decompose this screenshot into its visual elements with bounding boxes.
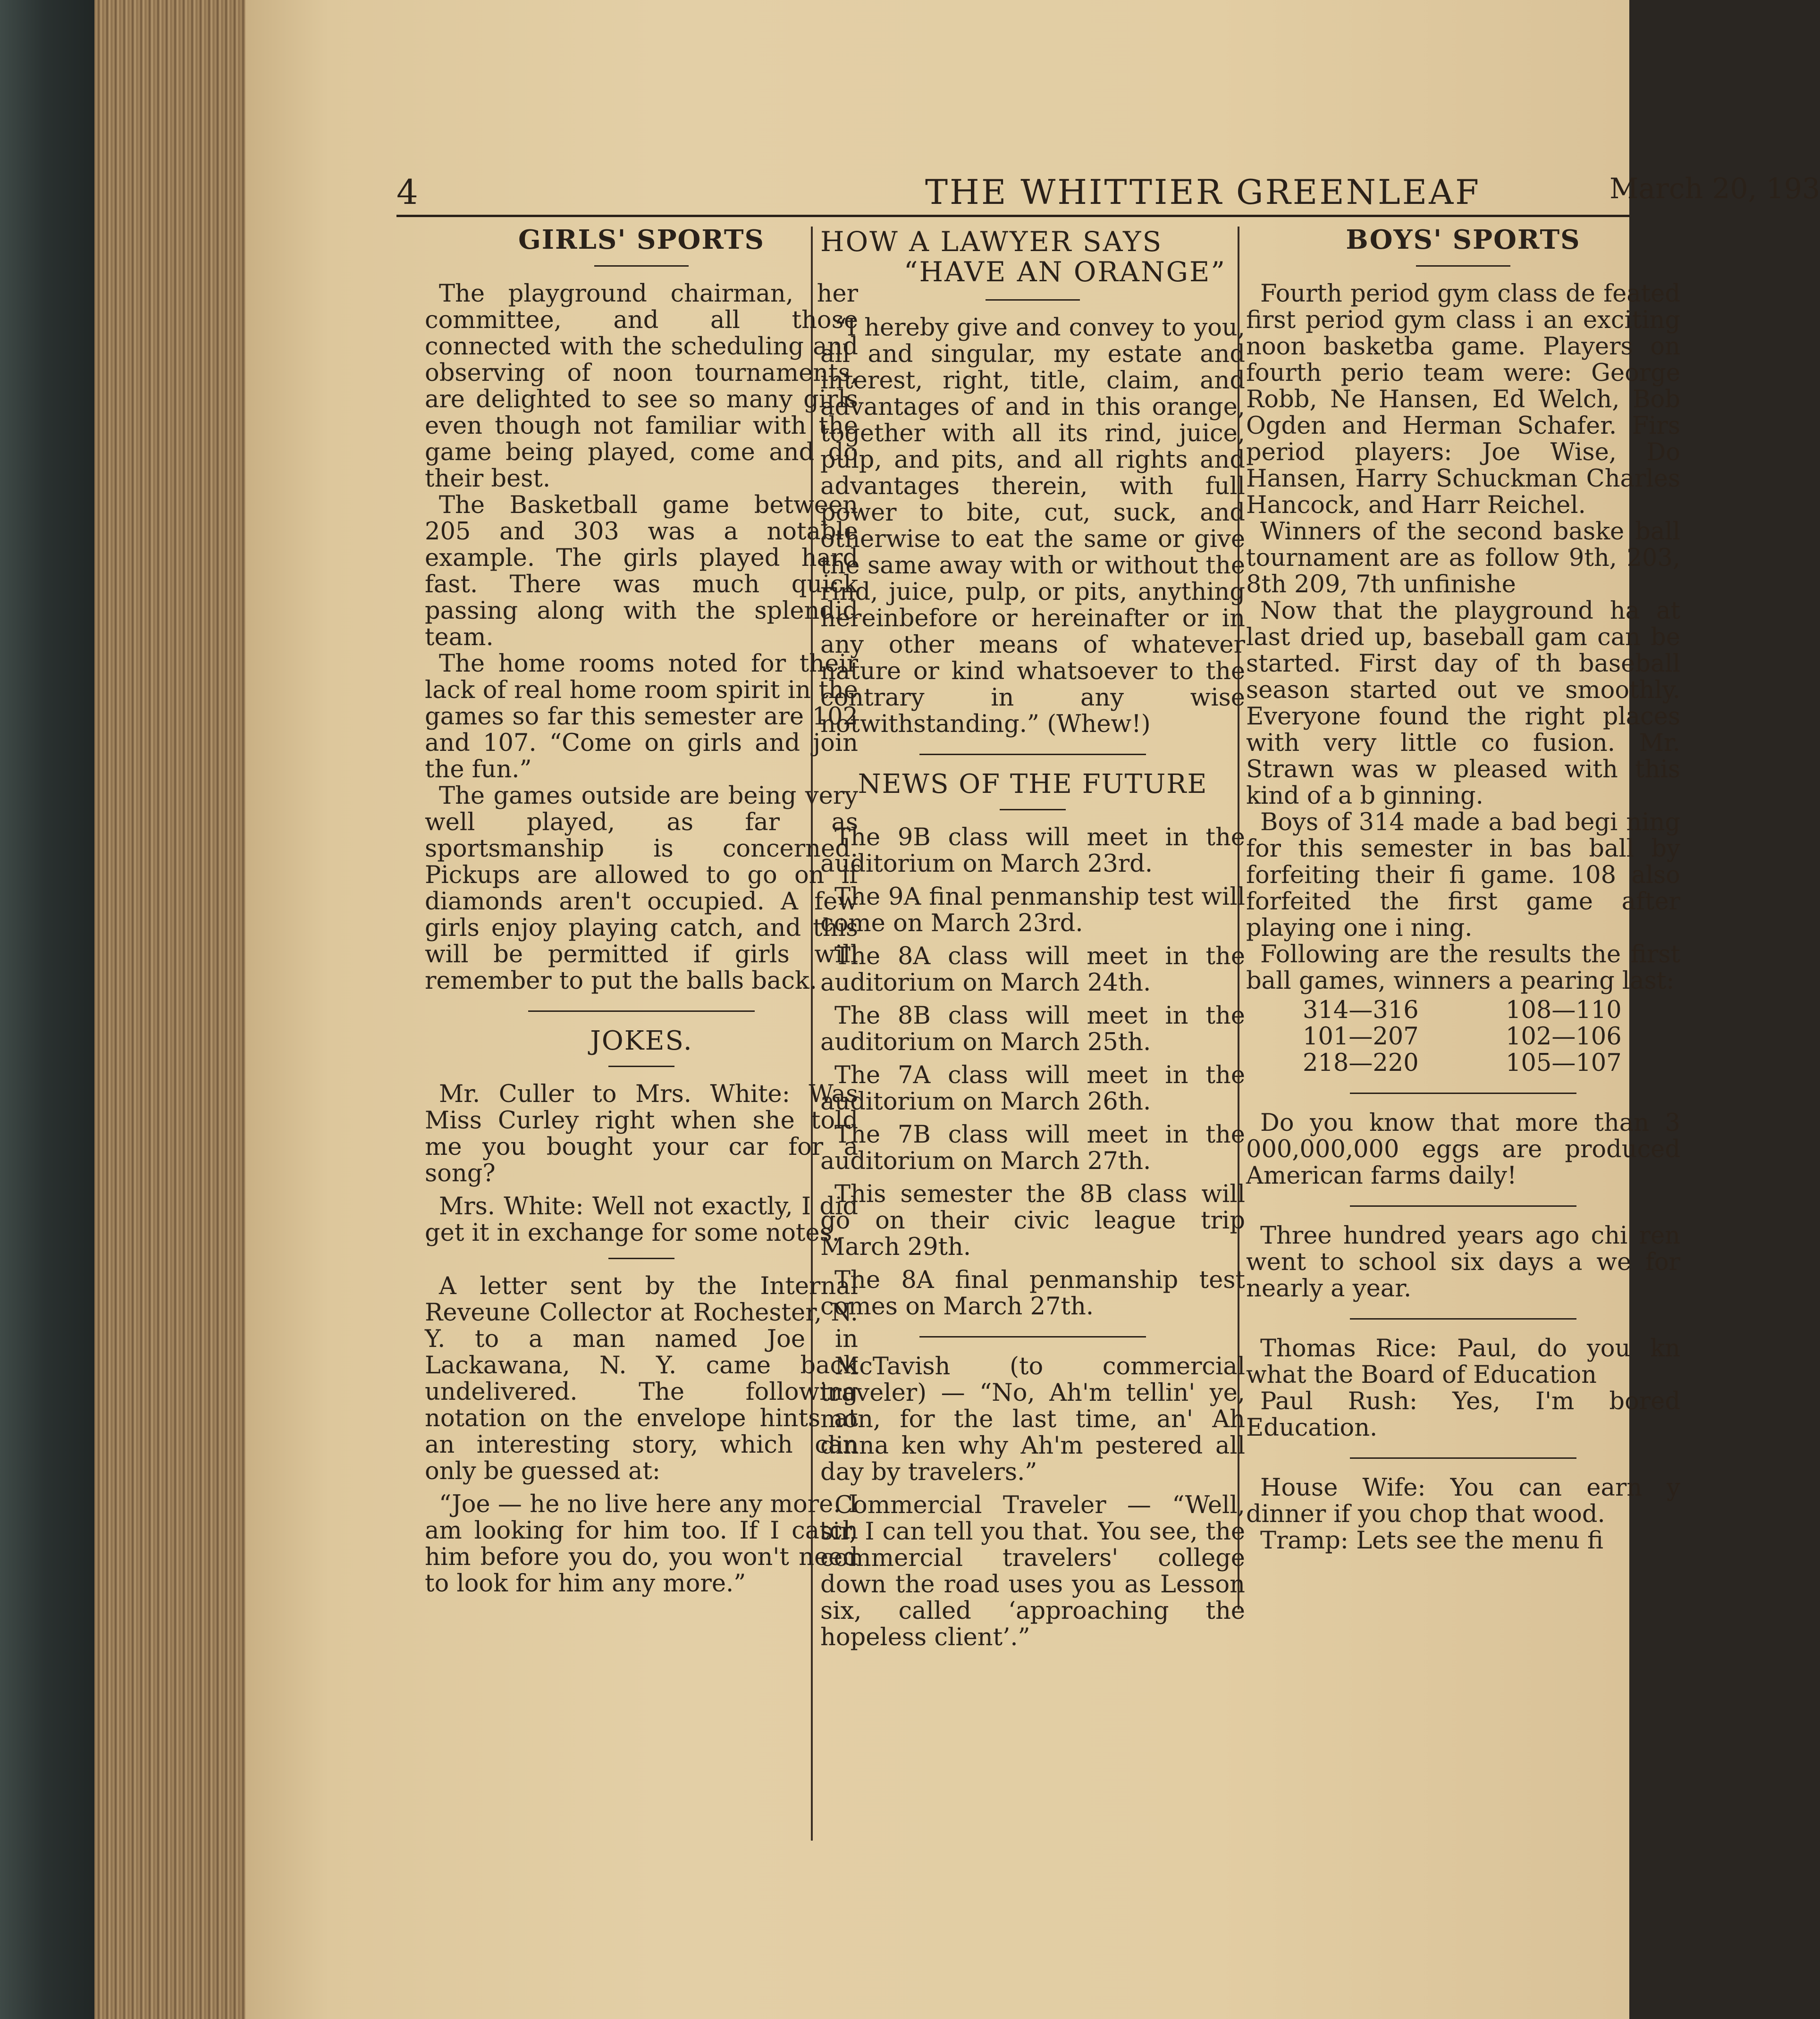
score: 314—316	[1303, 996, 1419, 1024]
news-future-title: NEWS OF THE FUTURE	[858, 769, 1208, 799]
score: 108—110	[1506, 996, 1622, 1024]
divider	[1350, 1457, 1576, 1459]
paragraph: Fourth period gym class de feated first period gym class i an exciting noon basketba game. Players on fourth perio team were: George Robb, Ne Hansen, Ed Welch, Bob Ogden and Herman Schafer. Firs period players: Joe Wise, Do Hansen, Harry Schuckman Charles Hancock, and Harr Reichel.	[1246, 280, 1680, 519]
divider	[608, 1258, 674, 1259]
divider	[1350, 1318, 1576, 1320]
page-number: 4	[396, 172, 418, 212]
paragraph: McTavish (to commercial traveler) — “No, Ah'm tellin' ye, mon, for the last time, an' Ah dinna ken why Ah'm pestered all day by travelers.”	[820, 1353, 1245, 1486]
score: 101—207	[1303, 1023, 1419, 1051]
paragraph: Boys of 314 made a bad begi ning for this semester in bas ball by forfeiting their fi game. 108 also forfeited the first game after playing one i ning.	[1246, 808, 1680, 942]
newspaper-page	[245, 0, 1820, 2019]
paragraph: House Wife: You can earn y dinner if you chop that wood.	[1246, 1474, 1680, 1528]
paragraph: “Joe — he no live here any more. I am looking for him too. If I catch him before you do, you won't need to look for him any more.”	[425, 1490, 858, 1598]
divider	[594, 265, 689, 267]
paragraph: The 8A final penmanship test comes on March 27th.	[820, 1266, 1245, 1321]
paragraph: Three hundred years ago chi ren went to school six days a we for nearly a year.	[1246, 1222, 1680, 1303]
paragraph: Mr. Culler to Mrs. White: Was Miss Curley right when she told me you bought your car for a song?	[425, 1080, 858, 1187]
divider	[919, 1336, 1146, 1338]
paragraph: The 7B class will meet in the auditorium on March 27th.	[820, 1121, 1245, 1175]
divider	[1416, 265, 1510, 267]
divider	[919, 754, 1146, 755]
girls-sports-title: GIRLS' SPORTS	[518, 224, 765, 255]
divider	[608, 1066, 674, 1067]
paragraph: Thomas Rice: Paul, do you kn what the Board of Education	[1246, 1335, 1680, 1389]
lawyer-title-line-2: “HAVE AN ORANGE”	[903, 256, 1226, 288]
masthead	[396, 168, 1820, 212]
paragraph: The 9A final penmanship test will come on March 23rd.	[820, 883, 1245, 937]
divider	[986, 299, 1080, 301]
paragraph: The home rooms noted for their lack of real home room spirit in the games so far this semester are 102 and 107. “Come on girls and join the fun.”	[425, 650, 858, 783]
newspaper-title: THE WHITTIER GREENLEAF	[925, 172, 1481, 212]
column-1	[425, 224, 858, 1598]
paragraph: Paul Rush: Yes, I'm bored Education.	[1246, 1388, 1680, 1442]
paragraph: “I hereby give and convey to you, all and singular, my estate and interest, right, title, claim, and advantages of and in this orange, together with all its rind, juice, pulp, and pits, and all rights and advantages therein, with full power to bite, cut, suck, and otherwise to eat the same or give the same away with or without the rind, juice, pulp, or pits, anything hereinbefore or hereinafter or in any other means of whatever nature or kind whatsoever to the contrary in any wise notwithstanding.” (Whew!)	[820, 314, 1245, 738]
paragraph: Now that the playground ha at last dried up, baseball gam can be started. First day of th baseball season started out ve smoothly. Everyone found the right places with very little co fusion. Mr. Strawn was w pleased with this kind of a b ginning.	[1246, 597, 1680, 810]
paragraph: The 9B class will meet in the auditorium on March 23rd.	[820, 824, 1245, 878]
score: 105—107	[1506, 1049, 1622, 1077]
score-table	[1246, 997, 1680, 1077]
paragraph: Do you know that more than 3 000,000,000 eggs are produced American farms daily!	[1246, 1109, 1680, 1190]
column-3	[1246, 224, 1680, 1555]
paragraph: Mrs. White: Well not exactly, I did get it in exchange for some notes.	[425, 1193, 858, 1247]
paragraph: The 8B class will meet in the auditorium on March 25th.	[820, 1002, 1245, 1056]
lawyer-title-line-1: HOW A LAWYER SAYS	[820, 226, 1163, 258]
score: 102—106	[1506, 1023, 1622, 1051]
paragraph: Following are the results the first ball games, winners a pearing last:	[1246, 941, 1680, 995]
score: 218—220	[1303, 1049, 1419, 1077]
page-edges	[94, 0, 264, 2019]
boys-sports-title: BOYS' SPORTS	[1346, 224, 1581, 255]
jokes-title: JOKES.	[590, 1026, 693, 1056]
paragraph: A letter sent by the Internal Reveune Collector at Rochester, N. Y. to a man named Joe in Lackawana, N. Y. came back undelivered. The following notation on the envelope hints at an interesting story, which can only be guessed at:	[425, 1272, 858, 1485]
header-rule	[396, 215, 1629, 217]
paragraph: Tramp: Lets see the menu fi	[1260, 1527, 1604, 1555]
issue-date: March 20, 193	[1609, 172, 1820, 205]
paragraph: This semester the 8B class will go on their civic league trip March 29th.	[820, 1180, 1245, 1261]
paragraph: The games outside are being very well played, as far as sportsmanship is concerned. Pickups are allowed to go on if diamonds aren't occupied. A few girls enjoy playing catch, and this will be permitted if girls will remember to put the balls back.	[425, 782, 858, 995]
paragraph: Winners of the second baske ball tournament are as follow 9th, 203, 8th 209, 7th unfinishe	[1246, 518, 1680, 598]
paragraph: The 7A class will meet in the auditorium on March 26th.	[820, 1061, 1245, 1116]
lawyer-title	[820, 227, 1245, 287]
divider	[528, 1010, 755, 1012]
paragraph: The Basketball game between 205 and 303 was a notable example. The girls played hard fast. There was much quick passing along with the splendid team.	[425, 491, 858, 651]
divider	[1350, 1205, 1576, 1207]
divider	[1000, 809, 1066, 810]
paragraph: The 8A class will meet in the auditorium on March 24th.	[820, 942, 1245, 997]
column-2	[820, 227, 1245, 1651]
divider	[1350, 1093, 1576, 1094]
paragraph: Commercial Traveler — “Well, sir, I can tell you that. You see, the commercial travelers' college down the road uses you as Lesson six, called ‘approaching the hopeless client’.”	[820, 1491, 1245, 1651]
paragraph: The playground chairman, her committee, and all those connected with the scheduling and observing of noon tournaments, are delighted to see so many girls even though not familiar with the game being played, come and do their best.	[425, 280, 858, 493]
